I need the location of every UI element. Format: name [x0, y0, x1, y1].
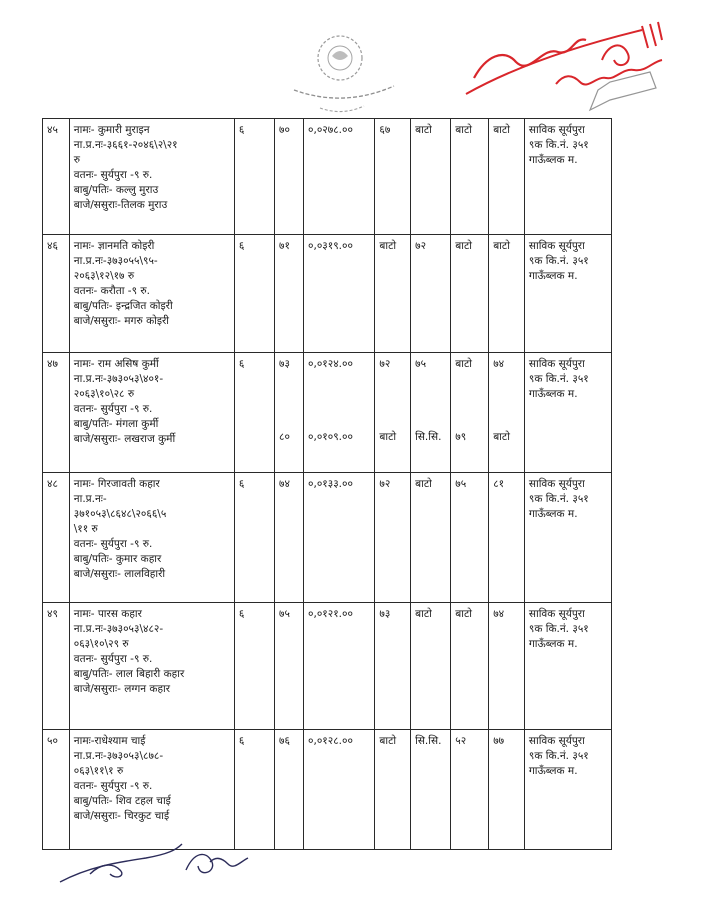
ward-number: ६ — [234, 730, 274, 850]
citizenship-line: रु — [73, 154, 81, 166]
citizenship-line: ना.प्र.नः-३७३०५३\४०१- — [73, 373, 164, 385]
citizenship-line: ०६३\१०\२९ रु — [73, 638, 129, 650]
area-value: ०,०१२८.०० — [304, 730, 375, 850]
father-line: बाबु/पतिः- लाल बिहारी कहार — [73, 668, 185, 680]
boundary-south: ७४ — [489, 603, 525, 730]
remark-line: गाऊँब्लक म. — [528, 638, 578, 650]
ward-number: ६ — [234, 603, 274, 730]
kitta-number: ७० — [275, 119, 304, 235]
boundary-value: ७४ — [493, 358, 505, 370]
boundary-value: ७९ — [455, 431, 467, 443]
ward-number: ६ — [234, 235, 274, 353]
serial-number: ४६ — [43, 235, 70, 353]
remark-line: ९क कि.नं. ३५१ — [528, 255, 589, 267]
kitta-number: ७१ — [275, 235, 304, 353]
kitta-number: ७५ — [275, 603, 304, 730]
area-amount: ०,०१०९.०० — [308, 431, 353, 443]
remark-line: साविक सूर्यपुरा — [528, 240, 585, 252]
serial-number: ५० — [43, 730, 70, 850]
citizenship-line: ना.प्र.नः-३७३०५३\४८२- — [73, 623, 164, 635]
table-row — [43, 603, 612, 730]
ward-number: ६ — [234, 119, 274, 235]
table-row — [43, 473, 612, 603]
remark-line: साविक सूर्यपुरा — [528, 124, 585, 136]
grandfather-line: बाजे/ससुराः- लखराज कुर्मी — [73, 433, 176, 445]
boundary-north — [451, 353, 489, 473]
citizenship-line: ना.प्र.नः- — [73, 493, 107, 505]
boundary-west: बाटो — [411, 473, 451, 603]
owner-details — [69, 473, 234, 603]
boundary-east: ७२ — [375, 473, 411, 603]
owner-details — [69, 119, 234, 235]
boundary-value: सि.सि. — [415, 431, 442, 443]
table-row — [43, 235, 612, 353]
name-line: नामः- कुमारी मुराइन — [73, 124, 150, 136]
citizenship-line: ना.प्र.नः-३७३०५३\८७८- — [73, 750, 164, 762]
citizenship-line: २०६३\१०\२८ रु — [73, 388, 135, 400]
boundary-north: ७५ — [451, 473, 489, 603]
name-line: नामः- ज्ञानमति कोइरी — [73, 240, 155, 252]
boundary-value: ७५ — [415, 358, 427, 370]
citizenship-line: \११ रु — [73, 523, 98, 535]
remark-line: गाऊँब्लक म. — [528, 154, 578, 166]
owner-details — [69, 235, 234, 353]
boundary-south: ८१ — [489, 473, 525, 603]
area-value: ०,०२७८.०० — [304, 119, 375, 235]
kitta-value: ८० — [279, 431, 290, 443]
name-line: नामः- राम असिष कुर्मी — [73, 358, 159, 370]
boundary-east: ६७ — [375, 119, 411, 235]
owner-details — [69, 603, 234, 730]
remark-line: गाऊँब्लक म. — [528, 388, 578, 400]
citizenship-line: ०६३\११\१ रु — [73, 765, 124, 777]
name-line: नामः-राधेश्याम चाई — [73, 735, 146, 747]
father-line: बाबु/पतिः- कल्लु मुराउ — [73, 184, 159, 196]
kitta-number: ७४ — [275, 473, 304, 603]
ward-number: ६ — [234, 353, 274, 473]
boundary-east: ७३ — [375, 603, 411, 730]
grandfather-line: बाजे/ससुराः- लग्गन कहार — [73, 683, 171, 695]
remarks — [524, 473, 611, 603]
grandfather-line: बाजे/ससुराः- लालविहारी — [73, 568, 166, 580]
remarks — [524, 603, 611, 730]
red-handwritten-stamp — [446, 6, 676, 116]
table-row — [43, 119, 612, 235]
kitta-number: ७६ — [275, 730, 304, 850]
boundary-north: बाटो — [451, 235, 489, 353]
area-value: ०,०१३३.०० — [304, 473, 375, 603]
ward-number: ६ — [234, 473, 274, 603]
boundary-north: ५२ — [451, 730, 489, 850]
boundary-value: बाटो — [455, 358, 472, 370]
remark-line: ९क कि.नं. ३५१ — [528, 373, 589, 385]
table-row — [43, 353, 612, 473]
boundary-east: बाटो — [375, 235, 411, 353]
serial-number: ४५ — [43, 119, 70, 235]
address-line: वतनः- सुर्यपुरा -९ रु. — [73, 403, 153, 415]
kitta-value: ७३ — [279, 358, 290, 370]
boundary-west: बाटो — [411, 119, 451, 235]
boundary-value: बाटो — [379, 431, 397, 443]
table-row — [43, 730, 612, 850]
address-line: वतनः- सुर्यपुरा -९ रु. — [73, 653, 153, 665]
boundary-south: बाटो — [489, 235, 525, 353]
boundary-west: बाटो — [411, 603, 451, 730]
remarks — [524, 353, 611, 473]
remark-line: ९क कि.नं. ३५१ — [528, 750, 589, 762]
citizenship-line: ना.प्र.नः-३६६१-२०४६\२\२१ — [73, 139, 178, 151]
remark-line: साविक सूर्यपुरा — [528, 735, 585, 747]
boundary-value: बाटो — [493, 431, 510, 443]
citizenship-line: २०६३\१२\१७ रु — [73, 270, 135, 282]
remark-line: गाऊँब्लक म. — [528, 765, 578, 777]
boundary-north: बाटो — [451, 119, 489, 235]
owner-details — [69, 730, 234, 850]
address-line: वतनः- करौता -९ रु. — [73, 285, 150, 297]
address-line: वतनः- सुर्यपुरा -९ रु. — [73, 538, 153, 550]
boundary-south — [489, 353, 525, 473]
kitta-number — [275, 353, 304, 473]
remark-line: साविक सूर्यपुरा — [528, 358, 585, 370]
remarks — [524, 235, 611, 353]
boundary-west: सि.सि. — [411, 730, 451, 850]
remark-line: ९क कि.नं. ३५१ — [528, 139, 589, 151]
area-value — [304, 353, 375, 473]
area-value: ०,०३१९.०० — [304, 235, 375, 353]
father-line: बाबु/पतिः- इन्द्रजित कोइरी — [73, 300, 173, 312]
address-line: वतनः- सुर्यपुरा -९ रु. — [73, 169, 153, 181]
signature-mark — [50, 836, 270, 896]
serial-number: ४७ — [43, 353, 70, 473]
father-line: बाबु/पतिः- कुमार कहार — [73, 553, 162, 565]
citizenship-line: ना.प्र.नः-३७३०५५\९५- — [73, 255, 158, 267]
office-seal-stamp — [292, 28, 402, 118]
address-line: वतनः- सुर्यपुरा -९ रु. — [73, 780, 153, 792]
remark-line: गाऊँब्लक म. — [528, 508, 578, 520]
area-value: ०,०१२१.०० — [304, 603, 375, 730]
name-line: नामः- पारस कहार — [73, 608, 142, 620]
boundary-east — [375, 353, 411, 473]
father-line: बाबु/पतिः- शिव टहल चाई — [73, 795, 171, 807]
boundary-south: बाटो — [489, 119, 525, 235]
boundary-value: ७२ — [379, 358, 391, 370]
land-record-table — [42, 118, 612, 850]
remark-line: गाऊँब्लक म. — [528, 270, 578, 282]
boundary-west — [411, 353, 451, 473]
serial-number: ४८ — [43, 473, 70, 603]
boundary-south: ७७ — [489, 730, 525, 850]
owner-details — [69, 353, 234, 473]
boundary-west: ७२ — [411, 235, 451, 353]
area-amount: ०,०१२४.०० — [308, 358, 353, 370]
remarks — [524, 119, 611, 235]
boundary-north: बाटो — [451, 603, 489, 730]
grandfather-line: बाजे/ससुराः-तिलक मुराउ — [73, 199, 168, 211]
remarks — [524, 730, 611, 850]
citizenship-line: ३७१०५३\८६४८\२०६६\५ — [73, 508, 167, 520]
remark-line: साविक सूर्यपुरा — [528, 478, 585, 490]
name-line: नामः- गिरजावती कहार — [73, 478, 160, 490]
remark-line: ९क कि.नं. ३५१ — [528, 493, 589, 505]
serial-number: ४९ — [43, 603, 70, 730]
boundary-east: बाटो — [375, 730, 411, 850]
grandfather-line: बाजे/ससुराः- मगरु कोइरी — [73, 315, 170, 327]
father-line: बाबु/पतिः- मंगला कुर्मी — [73, 418, 159, 430]
grandfather-line: बाजे/ससुराः- चिरकुट चाई — [73, 810, 170, 822]
remark-line: साविक सूर्यपुरा — [528, 608, 585, 620]
remark-line: ९क कि.नं. ३५१ — [528, 623, 589, 635]
